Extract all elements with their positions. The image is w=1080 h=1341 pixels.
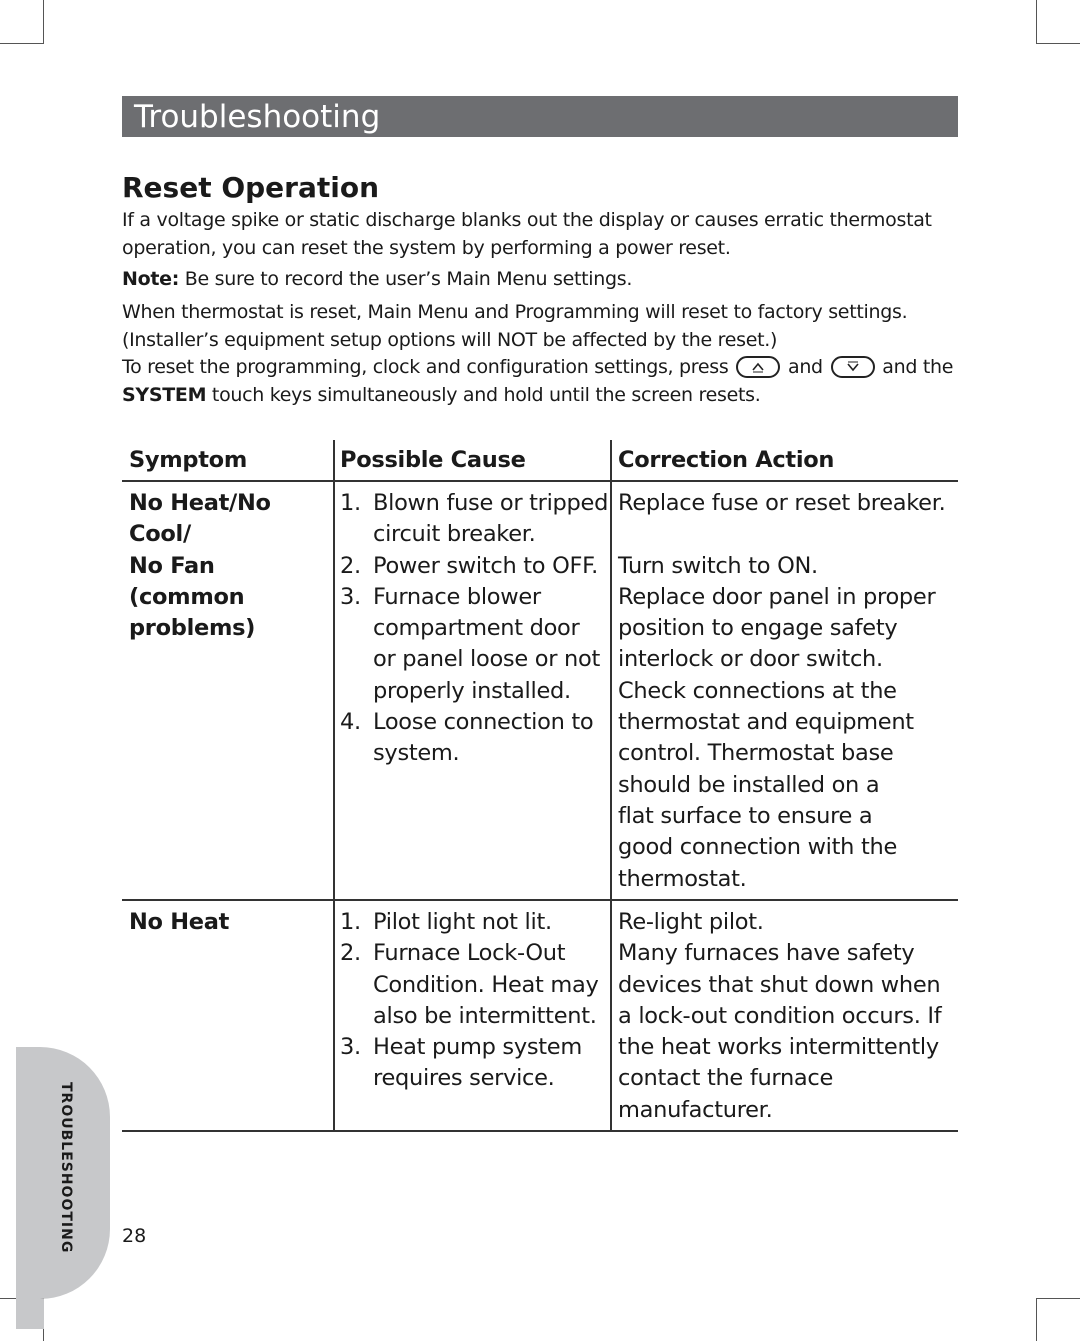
correction-line: interlock or door switch. (618, 646, 883, 673)
symptom-cell (129, 488, 329, 644)
symptom-line: No Heat/No Cool/ (129, 490, 271, 548)
side-tab-text: TROUBLESHOOTING (58, 1082, 74, 1254)
note-text: Be sure to record the user’s Main Menu settings. (179, 268, 633, 290)
cause-line: also be intermittent. (373, 1002, 597, 1029)
cause-line: Furnace Lock-Out (373, 940, 566, 967)
correction-line: Replace fuse or reset breaker. (618, 490, 946, 516)
correction-line: Many furnaces have safety (618, 940, 915, 967)
cause-line: Loose connection to (373, 709, 594, 736)
cause-number: 2. (340, 940, 361, 967)
correction-line: Re-light pilot. (618, 909, 764, 935)
possible-cause-cell (340, 488, 610, 770)
column-divider (610, 440, 612, 1132)
correction-line: flat surface to ensure a (618, 802, 873, 829)
correction-line: a lock-out condition occurs. If (618, 1002, 942, 1029)
header-symptom: Symptom (129, 447, 247, 473)
instruction-text: To reset the programming, clock and configuration settings, press (122, 356, 735, 378)
column-divider (333, 440, 335, 1132)
up-arrow-key-icon (736, 356, 780, 378)
system-key-label: SYSTEM (122, 384, 207, 406)
correction-line: good connection with the (618, 834, 897, 861)
page-number: 28 (122, 1225, 147, 1247)
cause-number: 4. (340, 709, 361, 736)
cause-item (340, 551, 610, 582)
cause-line: Power switch to OFF. (373, 552, 599, 579)
section-title: Reset Operation (122, 171, 380, 204)
correction-spacer (618, 519, 958, 550)
crop-mark (1036, 43, 1080, 44)
cause-item (340, 582, 610, 707)
row-divider (122, 899, 958, 901)
cause-item (340, 488, 610, 551)
correction-line: position to engage safety (618, 615, 898, 642)
symptom-line: problems) (129, 615, 256, 642)
note-paragraph (122, 265, 962, 293)
symptom-line: No Heat (129, 909, 230, 935)
cause-line: Blown fuse or tripped (373, 490, 609, 516)
cause-line: Furnace blower (373, 583, 541, 610)
cause-line: compartment door (373, 615, 580, 642)
correction-line: thermostat. (618, 865, 747, 892)
cause-item (340, 707, 610, 770)
cause-line: Pilot light not lit. (373, 909, 552, 935)
cause-number: 3. (340, 1034, 361, 1061)
instruction-and: and the (876, 356, 954, 378)
intro-paragraph: If a voltage spike or static discharge blanks out the display or causes erratic thermostat operation, you can reset the system by performing a power reset. (122, 209, 932, 259)
symptom-line: No Fan (129, 552, 215, 579)
instruction-and: and (782, 356, 829, 378)
correction-line: control. Thermostat base (618, 740, 894, 767)
possible-cause-cell (340, 907, 610, 1095)
side-tab-label (48, 1082, 84, 1262)
cause-number: 1. (340, 909, 361, 935)
cause-number: 1. (340, 490, 361, 516)
reset-info-paragraph: When thermostat is reset, Main Menu and Programming will reset to factory settings. (Installer’s equipment setup options will NOT be affected by the reset.) (122, 301, 908, 351)
correction-action-cell (618, 907, 958, 1126)
correction-line: should be installed on a (618, 771, 880, 798)
cause-line: properly installed. (373, 677, 571, 704)
correction-line: thermostat and equipment (618, 709, 914, 736)
row-divider (122, 480, 958, 482)
row-divider (122, 1130, 958, 1132)
header-correction-action: Correction Action (618, 447, 835, 473)
cause-line: requires service. (373, 1065, 555, 1092)
symptom-line: (common (129, 583, 245, 610)
cause-line: Heat pump system (373, 1034, 582, 1061)
correction-line: devices that shut down when (618, 971, 941, 998)
correction-line: manufacturer. (618, 1096, 773, 1123)
side-tab-foot (16, 1299, 44, 1329)
correction-line: Replace door panel in proper (618, 583, 936, 610)
crop-mark (43, 0, 44, 44)
cause-line: Condition. Heat may (373, 971, 599, 998)
chapter-title: Troubleshooting (134, 99, 381, 135)
correction-line: Turn switch to ON. (618, 552, 818, 579)
symptom-cell (129, 907, 329, 938)
correction-action-cell (618, 488, 958, 895)
cause-line: circuit breaker. (373, 521, 536, 548)
cause-number: 2. (340, 552, 361, 579)
cause-item (340, 938, 610, 1032)
crop-mark (1036, 1298, 1037, 1341)
correction-line: contact the furnace (618, 1065, 834, 1092)
header-possible-cause: Possible Cause (340, 447, 526, 473)
crop-mark (0, 43, 44, 44)
note-label: Note: (122, 268, 180, 290)
correction-line: the heat works intermittently (618, 1034, 939, 1061)
cause-line: system. (373, 740, 460, 767)
cause-item (340, 907, 610, 938)
correction-line: Check connections at the (618, 677, 897, 704)
down-arrow-key-icon (831, 356, 875, 378)
cause-item (340, 1032, 610, 1095)
cause-number: 3. (340, 583, 361, 610)
crop-mark (1036, 1298, 1080, 1299)
troubleshooting-table (122, 440, 958, 1132)
chapter-header-bar (122, 96, 958, 137)
reset-instructions-paragraph (122, 353, 962, 409)
instruction-text: touch keys simultaneously and hold until the screen resets. (206, 384, 761, 406)
crop-mark (1036, 0, 1037, 44)
cause-line: or panel loose or not (373, 646, 600, 673)
